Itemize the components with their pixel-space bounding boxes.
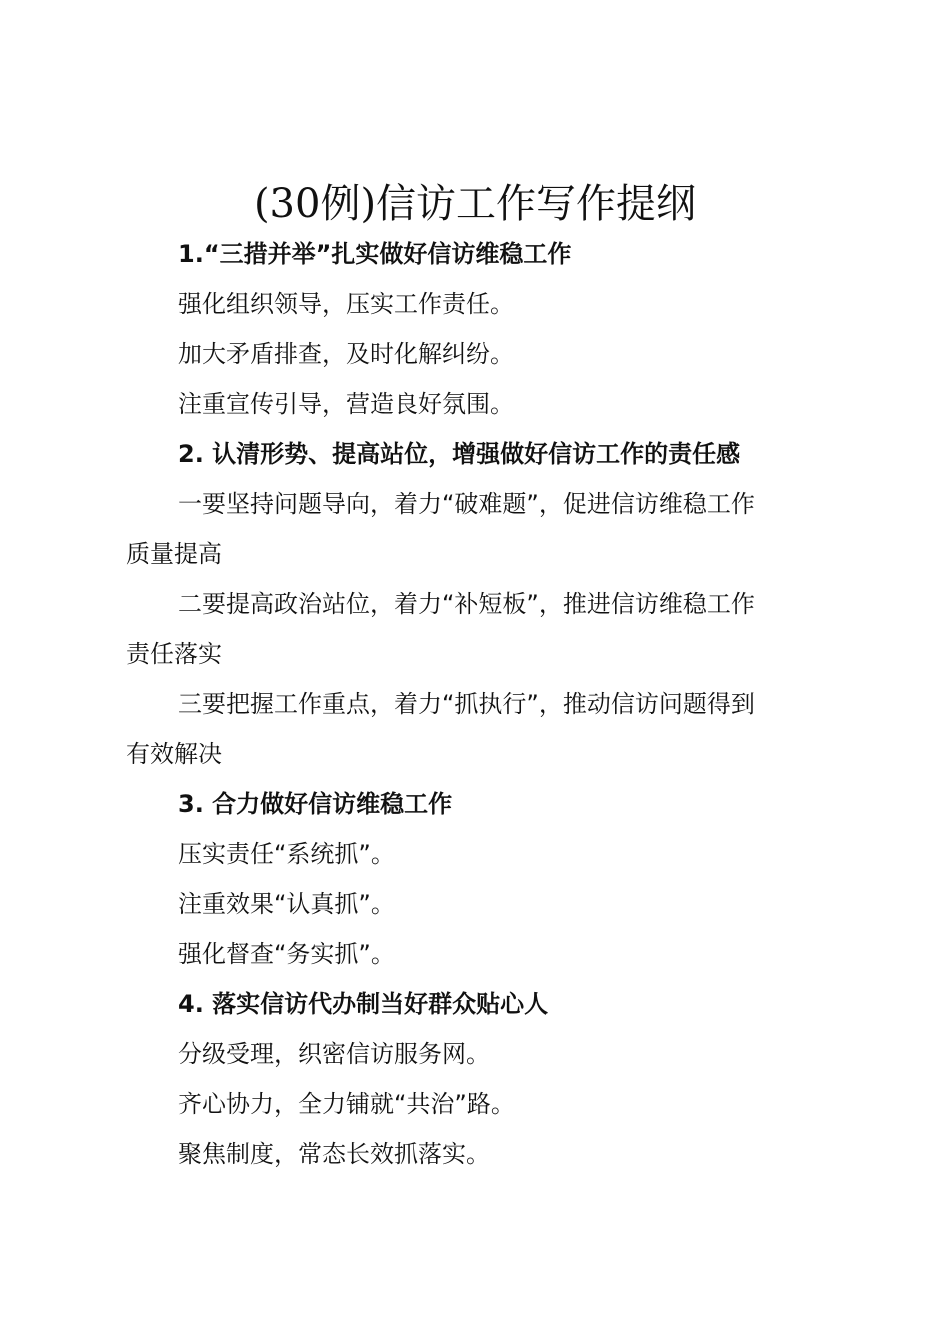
- list-item: 分级受理，织密信访服务网。: [178, 1040, 490, 1068]
- list-item: 齐心协力，全力铺就“共治”路。: [178, 1090, 515, 1118]
- list-item: 压实责任“系统抓”。: [178, 840, 395, 868]
- paragraph-line: 质量提高: [126, 540, 222, 568]
- list-item: 加大矛盾排查，及时化解纠纷。: [178, 340, 514, 368]
- list-item: 聚焦制度，常态长效抓落实。: [178, 1140, 490, 1168]
- paragraph-line: 二要提高政治站位，着力“补短板”，推进信访维稳工作: [178, 590, 755, 618]
- section-heading: 4. 落实信访代办制当好群众贴心人: [178, 990, 549, 1018]
- document-title: (30例)信访工作写作提纲: [253, 181, 697, 227]
- list-item: 强化督查“务实抓”。: [178, 940, 395, 968]
- paragraph-line: 三要把握工作重点，着力“抓执行”，推动信访问题得到: [178, 690, 755, 718]
- list-item: 注重效果“认真抓”。: [178, 890, 395, 918]
- paragraph-line: 有效解决: [126, 740, 222, 768]
- paragraph-line: 一要坚持问题导向，着力“破难题”，促进信访维稳工作: [178, 490, 755, 518]
- paragraph-line: 责任落实: [126, 640, 222, 668]
- list-item: 强化组织领导，压实工作责任。: [178, 290, 514, 318]
- section-heading: 1.“三措并举”扎实做好信访维稳工作: [178, 240, 572, 268]
- section-heading: 3. 合力做好信访维稳工作: [178, 790, 453, 818]
- list-item: 注重宣传引导，营造良好氛围。: [178, 390, 514, 418]
- section-heading: 2. 认清形势、提高站位，增强做好信访工作的责任感: [178, 440, 741, 468]
